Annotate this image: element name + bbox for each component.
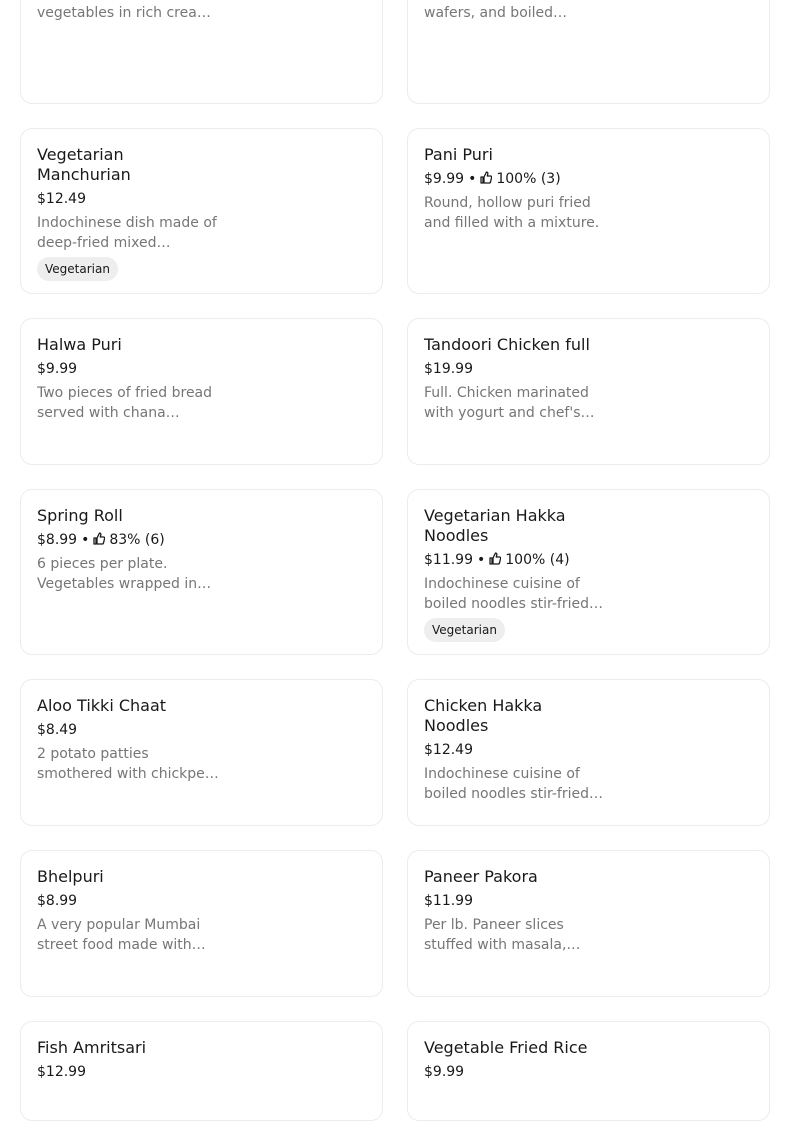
item-name: Pani Puri [424,145,493,164]
dietary-tag: Vegetarian [37,257,118,281]
item-description: Per lb. Paneer slices stuffed with masala, [424,917,567,953]
menu-item-card[interactable] [407,489,770,655]
item-price: $8.99 [37,893,78,909]
item-name: Chicken Hakka Noodles [424,696,543,735]
item-name: Halwa Puri [37,335,122,354]
item-description: vegetables in rich creamy [37,5,219,21]
rating-separator: • [468,171,477,187]
item-price: $11.99 [424,893,473,909]
item-name: Vegetarian Hakka Noodles [424,506,566,545]
menu-item-card[interactable] [407,128,770,294]
item-rating: 83% (6) [109,532,165,548]
item-price: $9.99 [37,361,78,377]
item-description: wafers, and boiled [424,5,554,21]
item-description: Indochinese cuisine of boiled noodles stir-fried [424,576,589,612]
menu-item-card[interactable] [407,679,770,826]
item-price: $12.49 [37,191,86,207]
item-description: Indochinese dish made of deep-fried mixed [37,215,217,251]
item-price: $8.99 • 83% (6) [37,530,165,551]
item-name: Vegetarian Manchurian [37,145,131,184]
menu-item-card[interactable] [20,128,383,294]
rating-separator: • [477,552,486,568]
item-price: $9.99 • 100% (3) [424,169,561,190]
menu-item-card[interactable] [20,679,383,826]
menu-item-card[interactable] [20,0,383,104]
menu-item-card[interactable] [407,318,770,465]
item-description: A very popular Mumbai street food made with [37,917,201,953]
item-description: Round, hollow puri fried and filled with a mixture. [424,195,600,231]
item-rating: 100% (3) [496,171,561,187]
menu-item-card[interactable] [20,318,383,465]
thumbs-up-icon [480,170,492,190]
rating-separator: • [81,532,90,548]
item-name: Aloo Tikki Chaat [37,696,167,715]
thumbs-up-icon [93,531,105,551]
menu-item-card[interactable] [407,1021,770,1121]
item-name: Vegetable Fried Rice [424,1038,588,1057]
dietary-tag: Vegetarian [424,618,505,642]
menu-item-card[interactable] [20,1021,383,1121]
item-description: Two pieces of fried bread served with chana [37,385,213,421]
menu-item-card[interactable] [20,850,383,997]
item-description: Full. Chicken marinated with yogurt and chef's [424,385,589,421]
item-price: $19.99 [424,361,473,377]
menu-item-card[interactable] [407,850,770,997]
item-price: $12.49 [424,742,473,758]
item-name: Spring Roll [37,506,123,525]
item-name: Tandoori Chicken full [424,335,590,354]
item-price: $12.99 [37,1064,86,1080]
item-description: 2 potato patties smothered with chickpeas [37,746,221,782]
item-name: Paneer Pakora [424,867,538,886]
menu-item-card[interactable] [20,489,383,655]
item-price: $9.99 [424,1064,465,1080]
thumbs-up-icon [489,551,501,571]
item-name: Fish Amritsari [37,1038,147,1057]
item-description: Indochinese cuisine of boiled noodles stir-fried [424,766,589,802]
item-rating: 100% (4) [505,552,570,568]
item-price: $11.99 • 100% (4) [424,550,570,571]
item-name: Bhelpuri [37,867,104,886]
menu-item-card[interactable] [407,0,770,104]
item-price: $8.49 [37,722,78,738]
item-description: 6 pieces per plate. Vegetables wrapped in [37,556,198,592]
